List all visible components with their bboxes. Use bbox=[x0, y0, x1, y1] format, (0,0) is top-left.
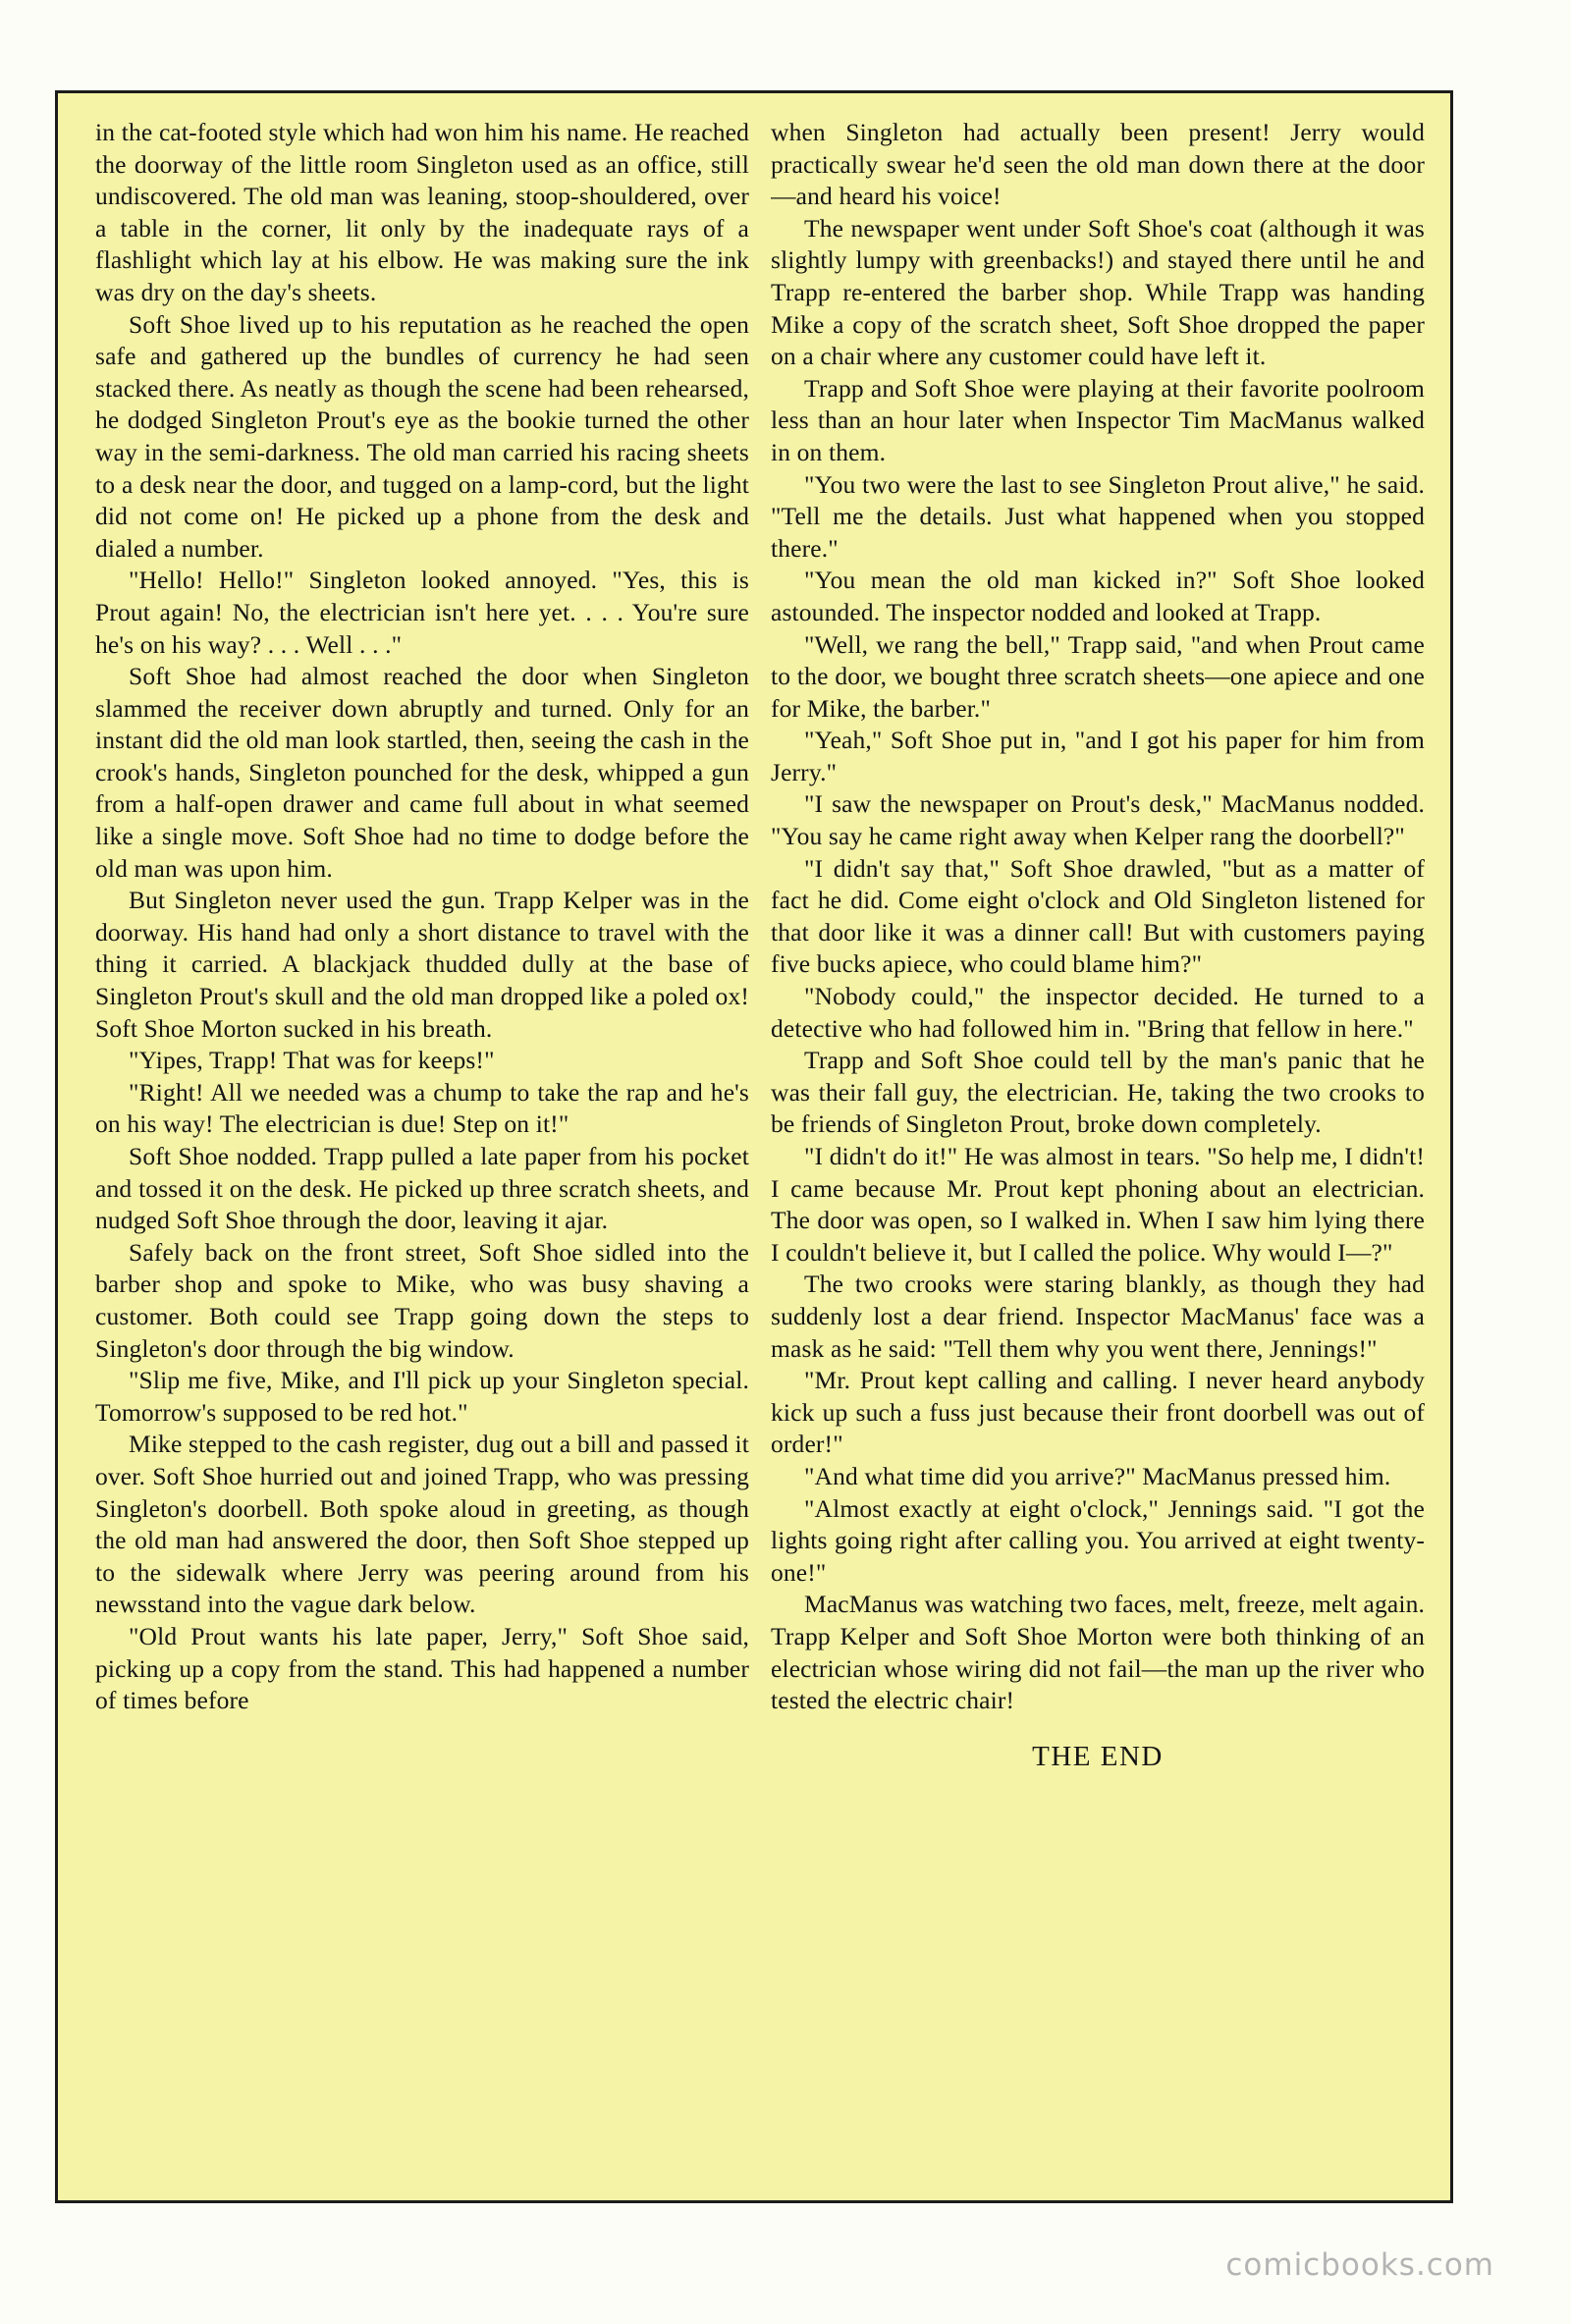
paragraph: "I didn't say that," Soft Shoe drawled, "but as a matter of fact he did. Come eight o'clock and Old Singleton listened for that door like it was a dinner call! But with customers paying five bucks apiece, who could blame him?" bbox=[771, 853, 1425, 979]
paragraph: "I saw the newspaper on Prout's desk," MacManus nodded. "You say he came right away when Kelper rang the doorbell?" bbox=[771, 789, 1425, 851]
paragraph: But Singleton never used the gun. Trapp Kelper was in the doorway. His hand had only a short distance to travel with the thing it carried. A blackjack thudded dully at the base of Singleton Prout's skull and the old man dropped like a poled ox! Soft Shoe Morton sucked in his breath. bbox=[95, 886, 749, 1043]
paragraph: "Well, we rang the bell," Trapp said, "and when Prout came to the door, we bought three scratch sheets—one apiece and one for Mike, the barber." bbox=[771, 629, 1425, 723]
paragraph: "Nobody could," the inspector decided. He turned to a detective who had followed him in. "Bring that fellow in here." bbox=[771, 982, 1425, 1043]
paragraph: Soft Shoe lived up to his reputation as he reached the open safe and gathered up the bundles of currency he had seen stacked there. As neatly as though the scene had been rehearsed, he dodged Singleton Prout's eye as the bookie turned the other way in the semi-darkness. The old man carried his racing sheets to a desk near the door, and tugged on a lamp-cord, but the light did not come on! He picked up a phone from the desk and dialed a number. bbox=[95, 309, 749, 563]
paragraph: "Old Prout wants his late paper, Jerry," Soft Shoe said, picking up a copy from the stand. This had happened a number of times before bbox=[95, 1621, 749, 1715]
paragraph: Trapp and Soft Shoe were playing at their favorite poolroom less than an hour later when Inspector Tim MacManus walked in on them. bbox=[771, 373, 1425, 466]
paragraph: "Slip me five, Mike, and I'll pick up your Singleton special. Tomorrow's supposed to be red hot." bbox=[95, 1366, 749, 1427]
paragraph: "And what time did you arrive?" MacManus pressed him. bbox=[804, 1461, 1391, 1490]
paragraph: Trapp and Soft Shoe could tell by the man's panic that he was their fall guy, the electrician. He, taking the two crooks to be friends of Singleton Prout, broke down completely. bbox=[771, 1046, 1425, 1139]
text-columns bbox=[95, 117, 1425, 2179]
paragraph: Safely back on the front street, Soft Shoe sidled into the barber shop and spoke to Mike, who was busy shaving a customer. Both could see Trapp going down the steps to Singleton's door through the big window. bbox=[95, 1237, 749, 1363]
paragraph: "Mr. Prout kept calling and calling. I never heard anybody kick up such a fuss just because their front doorbell was out of order!" bbox=[771, 1366, 1425, 1459]
paragraph: Soft Shoe had almost reached the door when Singleton slammed the receiver down abruptly and turned. Only for an instant did the old man look startled, then, seeing the cash in the crook's hands, Singleton pounched for the desk, whipped a gun from a half-open drawer and came full about in what seemed like a single move. Soft Shoe had no time to dodge before the old man was upon him. bbox=[95, 662, 749, 883]
paragraph: MacManus was watching two faces, melt, freeze, melt again. Trapp Kelper and Soft Shoe Morton were both thinking of an electrician whose wiring did not fail—the man up the river who tested the electric chair! bbox=[771, 1590, 1425, 1715]
story-text-panel bbox=[55, 90, 1453, 2203]
paragraph: Soft Shoe nodded. Trapp pulled a late paper from his pocket and tossed it on the desk. He picked up three scratch sheets, and nudged Soft Shoe through the door, leaving it ajar. bbox=[95, 1142, 749, 1235]
the-end-label: THE END bbox=[1032, 1740, 1164, 1772]
paragraph: "Yipes, Trapp! That was for keeps!" bbox=[129, 1046, 495, 1075]
paragraph: "Yeah," Soft Shoe put in, "and I got his paper for him from Jerry." bbox=[771, 726, 1425, 786]
paragraph: "Almost exactly at eight o'clock," Jennings said. "I got the lights going right after calling you. You arrived at eight twenty-one!" bbox=[771, 1493, 1425, 1587]
paragraph: "You mean the old man kicked in?" Soft Shoe looked astounded. The inspector nodded and looked at Trapp. bbox=[771, 566, 1425, 626]
paragraph: "You two were the last to see Singleton Prout alive," he said. "Tell me the details. Just what happened when you stopped there." bbox=[771, 469, 1425, 563]
paragraph: "I didn't do it!" He was almost in tears. "So help me, I didn't! I came because Mr. Prout kept phoning about an electrician. The door was open, so I walked in. When I saw him lying there I couldn't believe it, but I called the police. Why would I—?" bbox=[771, 1142, 1425, 1267]
paragraph: in the cat-footed style which had won him his name. He reached the doorway of the little room Singleton used as an office, still undiscovered. The old man was leaning, stoop-shouldered, over a table in the corner, lit only by the inadequate rays of a flashlight which lay at his elbow. He was making sure the ink was dry on the day's sheets. bbox=[95, 118, 749, 306]
paragraph: "Right! All we needed was a chump to take the rap and he's on his way! The electrician is due! Step on it!" bbox=[95, 1077, 749, 1139]
paragraph: The newspaper went under Soft Shoe's coat (although it was slightly lumpy with greenbacks!) and stayed there until he and Trapp re-entered the barber shop. While Trapp was handing Mike a copy of the scratch sheet, Soft Shoe dropped the paper on a chair where any customer could have left it. bbox=[771, 213, 1425, 371]
site-watermark: comicbooks.com bbox=[1225, 2247, 1494, 2283]
paragraph: Mike stepped to the cash register, dug out a bill and passed it over. Soft Shoe hurried out and joined Trapp, who was pressing Singleton's doorbell. Both spoke aloud in greeting, as though the old man had answered the door, then Soft Shoe stepped up to the sidewalk where Jerry was peering around from his newsstand into the vague dark below. bbox=[95, 1430, 749, 1619]
left-text-column bbox=[95, 117, 749, 2179]
paragraph: "Hello! Hello!" Singleton looked annoyed. "Yes, this is Prout again! No, the electrician isn't here yet. . . . You're sure he's on his way? . . . Well . . ." bbox=[95, 566, 749, 659]
right-text-column bbox=[771, 117, 1425, 2179]
paragraph: The two crooks were staring blankly, as though they had suddenly lost a dear friend. Inspector MacManus' face was a mask as he said: "Tell them why you went there, Jennings!" bbox=[771, 1270, 1425, 1363]
paragraph: when Singleton had actually been present! Jerry would practically swear he'd seen the old man down there at the door—and heard his voice! bbox=[771, 118, 1425, 211]
